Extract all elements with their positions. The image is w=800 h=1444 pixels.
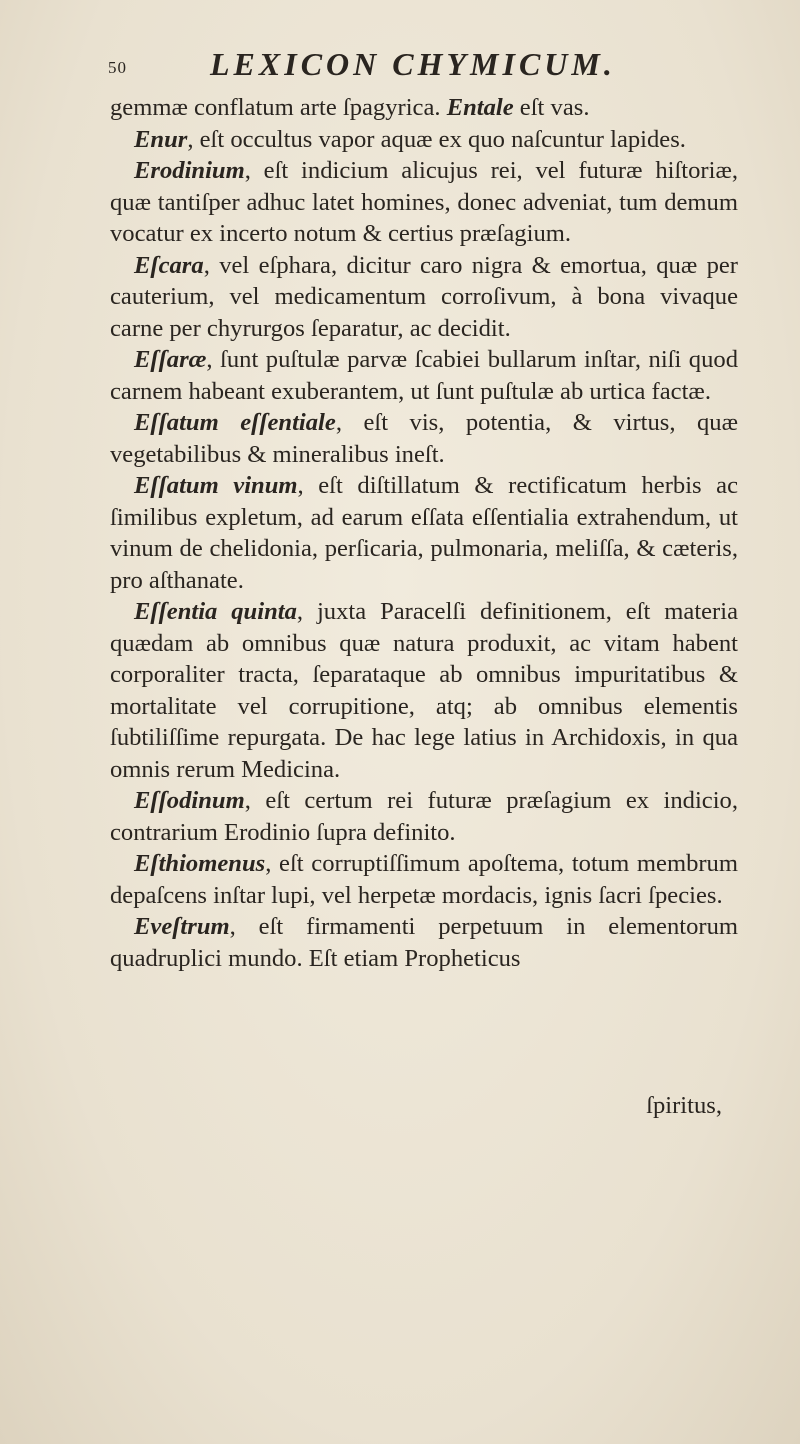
headword: Erodinium: [134, 157, 245, 184]
entry-esthiomenus: [110, 848, 738, 911]
definition: eſt vas.: [513, 94, 590, 121]
headword: Entale: [446, 94, 514, 121]
running-head: [108, 44, 760, 84]
headword: Eſſatum vinum: [134, 472, 298, 499]
definition: , eſt indicium alicujus rei, vel futuræ hiſtoriæ, quæ tantiſper adhuc latet homines, donec adveniat, tum demum vocatur ex incerto notum & certius præſagium.: [110, 157, 738, 247]
entry-erodinium: [110, 155, 738, 250]
definition: , juxta Paracelſi definitionem, eſt materia quædam ab omnibus quæ natura produxit, ac vitam habent corporaliter tracta, ſeparataque ab omnibus impuritatibus & mortalitate vel corrupitione, atq; ab omnibus elementis ſubtiliſſime repurgata. De hac lege latius in Archidoxis, in qua omnis rerum Medicina.: [110, 598, 739, 783]
entry-enur: [110, 124, 738, 156]
entry-entale: [110, 92, 738, 124]
definition: , ſunt puſtulæ parvæ ſcabiei bullarum inſtar, niſi quod carnem habeant exuberantem, ut ſunt puſtulæ ab urtica factæ.: [110, 346, 738, 405]
dictionary-text: [110, 92, 738, 974]
headword: Enur: [134, 125, 188, 153]
headword: Eſſodinum: [134, 787, 245, 814]
headword: Eveſtrum: [134, 913, 230, 940]
definition: , eſt certum rei futuræ præſagium ex indicio, contrarium Erodinio ſupra definito.: [110, 787, 738, 846]
headword: Eſcara: [134, 251, 204, 279]
headword: Eſſaræ: [134, 346, 207, 373]
definition: , eſt firmamenti perpetuum in elementorum quadruplici mundo. Eſt etiam Propheticus: [110, 913, 738, 972]
catchword: ſpiritus,: [646, 1092, 722, 1119]
entry-essodinum: [110, 785, 738, 848]
entry-escara: [110, 250, 738, 345]
headword: Eſthiomenus: [134, 850, 266, 877]
entry-essatum-vinum: [110, 470, 738, 596]
definition: , eſt occultus vapor aquæ ex quo naſcuntur lapides.: [187, 125, 686, 153]
entry-essarae: [110, 344, 738, 407]
headword: Eſſatum eſſentiale: [134, 409, 336, 436]
definition: , eſt vis, potentia, & virtus, quæ vegetabilibus & mineralibus ineſt.: [110, 409, 738, 468]
definition: , eſt diſtillatum & rectificatum herbis ac ſimilibus expletum, ad earum eſſata eſſentialia extrahendum, ut vinum de chelidonia, perſicaria, pulmonaria, meliſſa, & cæteris, pro aſthanate.: [110, 472, 738, 594]
entry-essentia-quinta: [110, 596, 738, 785]
continued-text: gemmæ conflatum arte ſpagyrica.: [110, 94, 447, 121]
headword: Eſſentia quinta: [134, 598, 297, 625]
definition: , vel eſphara, dicitur caro nigra & emortua, quæ per cauterium, vel medicamentum corroſivum, à bona vivaque carne per chyrurgos ſeparatur, ac decidit.: [110, 251, 738, 342]
entry-essatum-essentiale: [110, 407, 738, 470]
running-title: LEXICON CHYMICUM.: [210, 46, 616, 82]
page-number: 50: [108, 58, 127, 77]
entry-evestrum: [110, 911, 738, 974]
definition: , eſt corruptiſſimum apoſtema, totum membrum depaſcens inſtar lupi, vel herpetæ mordacis, ignis ſacri ſpecies.: [110, 850, 738, 909]
